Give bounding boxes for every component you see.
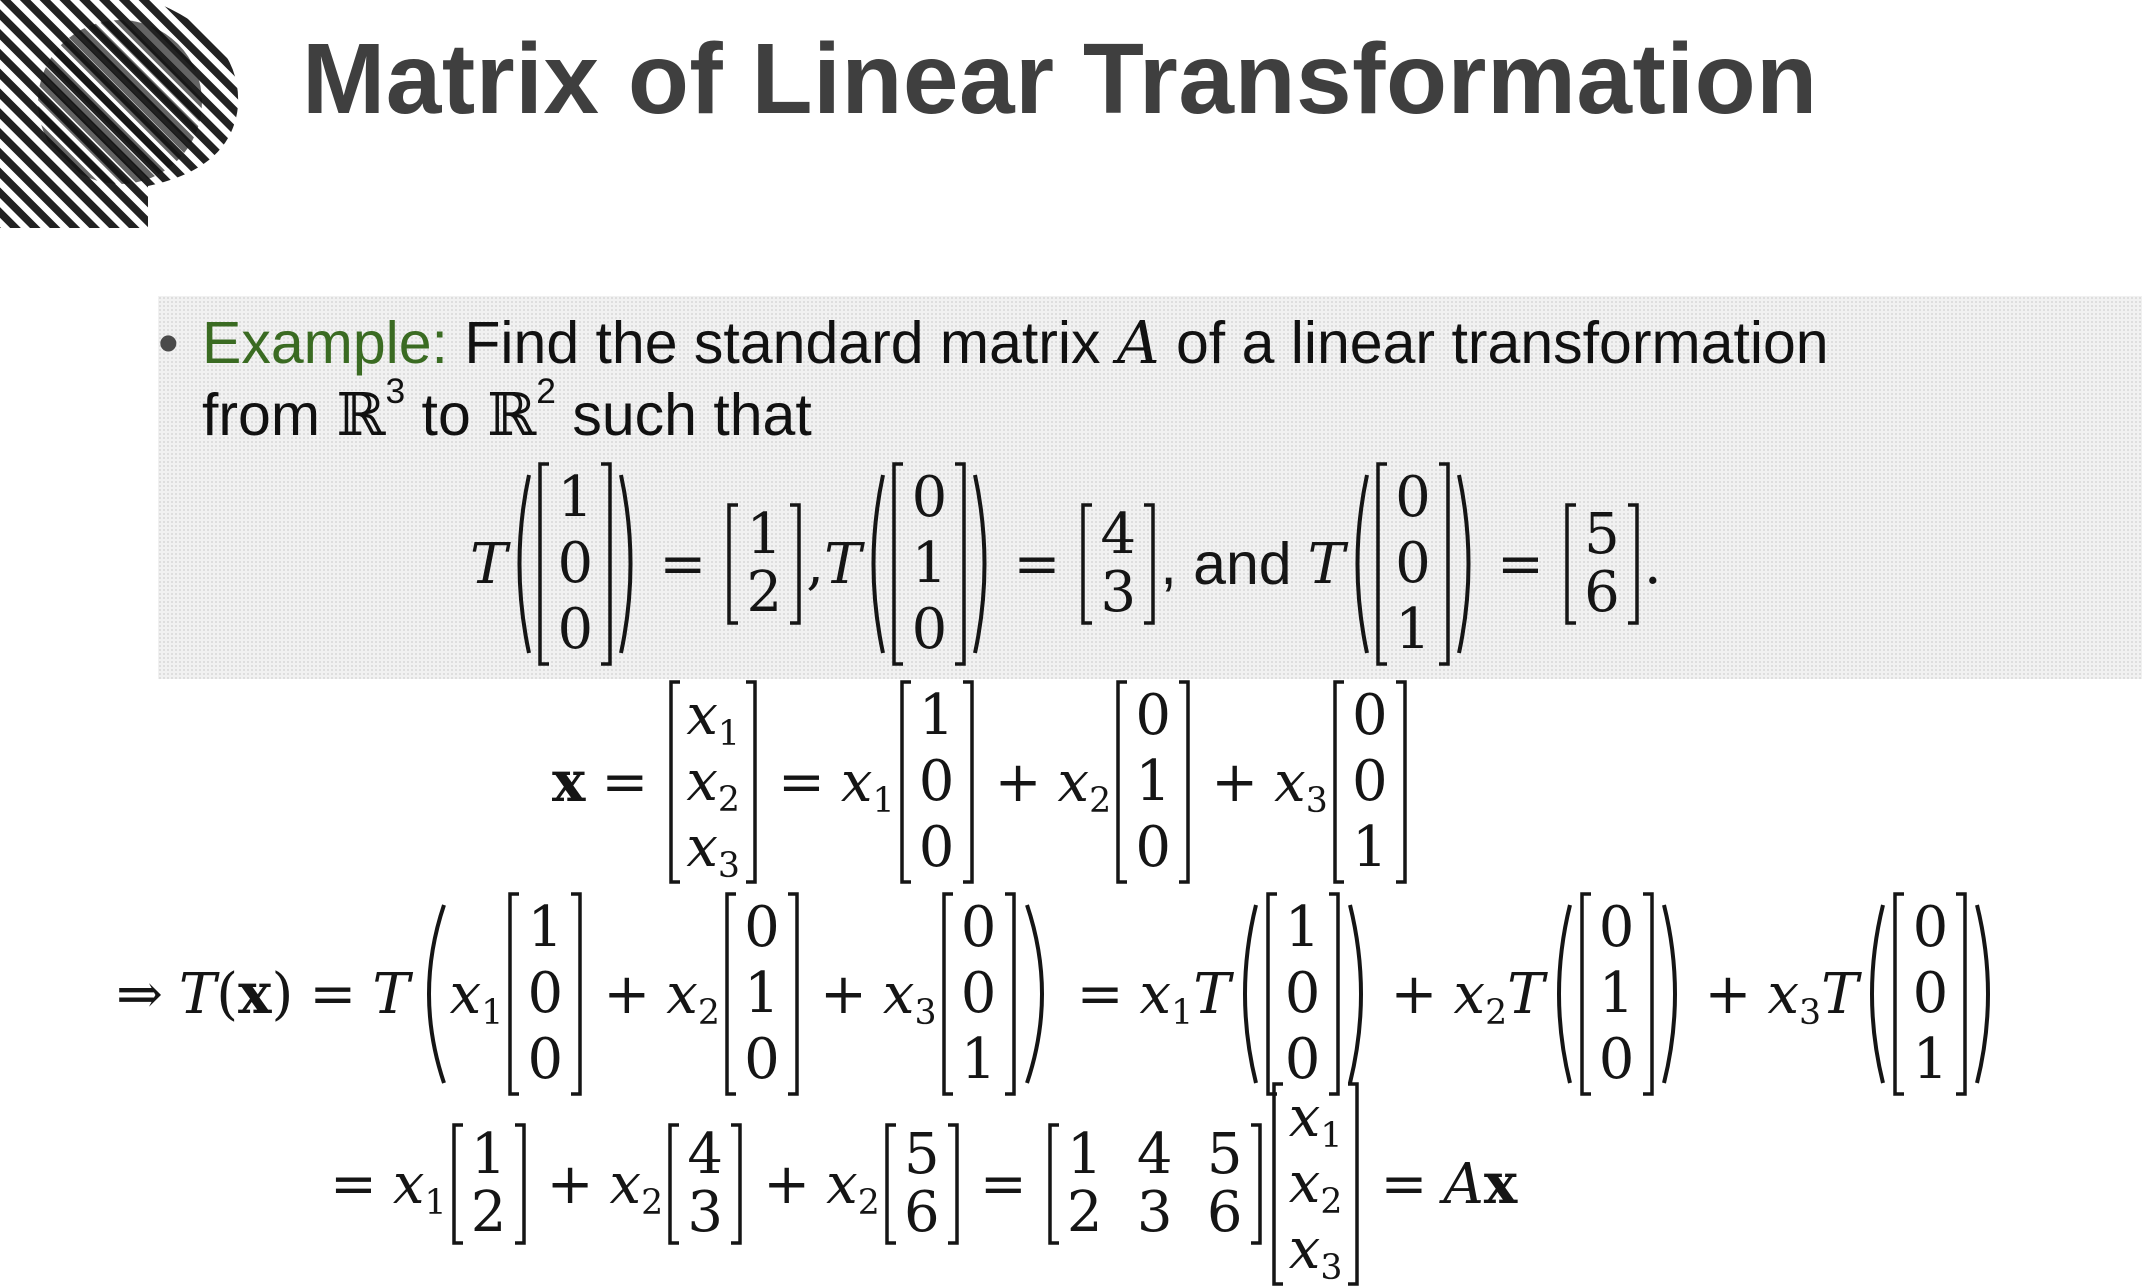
matrix-entry: 6 bbox=[1584, 560, 1620, 625]
equals-sign: = bbox=[1380, 1151, 1428, 1217]
left-bracket bbox=[451, 1123, 465, 1245]
equals-sign: = bbox=[778, 749, 825, 815]
right-bracket bbox=[599, 462, 613, 666]
matrix-entry: 1 bbox=[1066, 1122, 1103, 1187]
column-vector bbox=[891, 462, 967, 666]
matrix-entry: 2 bbox=[470, 1180, 507, 1245]
x2-term: $x_2$ bbox=[609, 1151, 664, 1223]
plus-sign: + bbox=[603, 961, 651, 1027]
left-paren bbox=[1545, 901, 1575, 1087]
bullet: • bbox=[158, 310, 179, 376]
matrix-entry: 1 bbox=[1395, 597, 1431, 662]
x1-term: $x_1$ bbox=[840, 749, 895, 821]
column-vector bbox=[726, 503, 802, 625]
column-vector bbox=[884, 1123, 960, 1245]
right-bracket bbox=[1142, 503, 1156, 625]
and-text: , and bbox=[1160, 531, 1292, 597]
tx-expansion bbox=[116, 892, 2002, 1096]
column-vector bbox=[507, 892, 583, 1096]
matrix-entry: 0 bbox=[1598, 1027, 1635, 1092]
matrix-entry: $x_2$ bbox=[1288, 1151, 1343, 1223]
matrix-entry: 0 bbox=[527, 1027, 564, 1092]
matrix-entry: 4 bbox=[687, 1122, 724, 1187]
column-vector bbox=[1080, 503, 1156, 625]
matrix-entry: 0 bbox=[1284, 1027, 1321, 1092]
left-bracket bbox=[1579, 892, 1593, 1096]
x3-term: $x_3$ bbox=[1767, 961, 1822, 1033]
x2-term: $x_2$ bbox=[666, 961, 720, 1033]
t-symbol: T bbox=[178, 961, 217, 1027]
such-that: such that bbox=[572, 382, 812, 448]
matrix-entry: 5 bbox=[1206, 1122, 1243, 1187]
a-var: A bbox=[1443, 1151, 1484, 1217]
t-symbol: T bbox=[1507, 961, 1545, 1027]
left-bracket bbox=[726, 503, 740, 625]
matrix-entry: $x_2$ bbox=[686, 749, 740, 821]
matrix-entry: 4 bbox=[1136, 1122, 1173, 1187]
left-bracket bbox=[1047, 1123, 1061, 1245]
matrix-entry: 1 bbox=[1135, 749, 1172, 814]
matrix-entry: 3 bbox=[1136, 1180, 1173, 1245]
x2-term: $x_2$ bbox=[1453, 961, 1508, 1033]
right-bracket bbox=[1394, 680, 1408, 884]
dim-from: 3 bbox=[385, 371, 406, 412]
left-paren bbox=[507, 471, 533, 657]
column-vector bbox=[1332, 680, 1408, 884]
matrix-entry: 0 bbox=[1395, 531, 1431, 596]
comma: , bbox=[806, 531, 825, 597]
x-bold: x bbox=[1483, 1151, 1518, 1217]
left-bracket bbox=[507, 892, 521, 1096]
matrix-entry: 1 bbox=[557, 465, 594, 530]
left-paren bbox=[1858, 901, 1888, 1087]
right-bracket bbox=[1327, 892, 1341, 1096]
right-paren bbox=[1659, 901, 1689, 1087]
right-bracket bbox=[946, 1123, 960, 1245]
column-vector bbox=[941, 892, 1017, 1096]
right-bracket bbox=[953, 462, 967, 666]
plus-sign: + bbox=[1704, 961, 1752, 1027]
example-line-1 bbox=[158, 308, 1829, 377]
t-symbol: T bbox=[372, 961, 410, 1027]
x3-term: $x_3$ bbox=[882, 961, 937, 1033]
matrix-entry: 5 bbox=[1584, 502, 1620, 567]
left-paren bbox=[861, 471, 887, 657]
matrix-entry: 2 bbox=[746, 560, 783, 625]
right-bracket bbox=[1641, 892, 1655, 1096]
matrix-entry: 5 bbox=[904, 1122, 940, 1187]
plus-sign: + bbox=[763, 1151, 811, 1217]
matrix-entry: 0 bbox=[744, 1027, 780, 1092]
plus-sign: + bbox=[1390, 961, 1438, 1027]
left-bracket bbox=[1564, 503, 1578, 625]
right-bracket bbox=[961, 680, 975, 884]
paren-group bbox=[1858, 892, 2002, 1096]
column-vector bbox=[1892, 892, 1968, 1096]
r-symbol-to: ℝ bbox=[487, 380, 537, 449]
matrix-entry: 0 bbox=[527, 961, 564, 1026]
matrix-entry: 0 bbox=[911, 597, 948, 662]
given-equation bbox=[470, 462, 1662, 666]
x2-term: $x_2$ bbox=[1057, 749, 1112, 821]
from-word: from bbox=[202, 382, 320, 448]
to-word: to bbox=[421, 382, 471, 448]
left-paren bbox=[1231, 901, 1261, 1087]
matrix-entry: $x_3$ bbox=[686, 815, 740, 887]
x-decomposition bbox=[552, 680, 1412, 887]
left-bracket bbox=[941, 892, 955, 1096]
matrix-entry: 0 bbox=[557, 531, 594, 596]
right-paren bbox=[1455, 471, 1481, 657]
equals-sign: = bbox=[979, 1151, 1027, 1217]
right-bracket bbox=[1003, 892, 1017, 1096]
matrix-entry: 0 bbox=[1352, 683, 1388, 748]
x1-term: $x_1$ bbox=[392, 1151, 447, 1223]
left-bracket bbox=[1375, 462, 1389, 666]
result-equation bbox=[330, 1082, 1517, 1286]
x1-term: $x_1$ bbox=[1139, 961, 1194, 1033]
x-vector bbox=[1271, 1082, 1361, 1286]
t-symbol: T bbox=[1307, 531, 1345, 597]
column-vector bbox=[724, 892, 800, 1096]
dim-to: 2 bbox=[536, 371, 556, 412]
equals-sign: = bbox=[1013, 531, 1061, 597]
slide-title: Matrix of Linear Transformation bbox=[302, 23, 1818, 135]
left-bracket bbox=[537, 462, 551, 666]
right-bracket bbox=[788, 503, 802, 625]
x-vector bbox=[668, 680, 758, 887]
column-vector bbox=[537, 462, 613, 666]
left-bracket bbox=[1892, 892, 1906, 1096]
column-vector bbox=[1265, 892, 1341, 1096]
matrix-entry: 0 bbox=[911, 465, 948, 530]
r-symbol-from: ℝ bbox=[336, 380, 386, 449]
column-vector bbox=[1375, 462, 1451, 666]
matrix-entry: 3 bbox=[1100, 560, 1137, 625]
x-bold: x bbox=[238, 961, 272, 1027]
left-bracket bbox=[1115, 680, 1129, 884]
column-vector bbox=[1579, 892, 1655, 1096]
line1-text: Find the standard matrix bbox=[464, 310, 1101, 376]
matrix-entry: 0 bbox=[557, 597, 594, 662]
implies-arrow: ⇒ bbox=[116, 961, 163, 1027]
column-vector bbox=[667, 1123, 743, 1245]
matrix-entry: 0 bbox=[1598, 895, 1635, 960]
left-bracket bbox=[899, 680, 913, 884]
matrix-entry: 1 bbox=[1912, 1027, 1949, 1092]
right-bracket bbox=[786, 892, 800, 1096]
matrix-entry: 0 bbox=[1284, 961, 1321, 1026]
paren-group bbox=[1231, 892, 1375, 1096]
left-bracket bbox=[884, 1123, 898, 1245]
t-symbol: T bbox=[1821, 961, 1859, 1027]
left-bracket bbox=[667, 1123, 681, 1245]
right-paren bbox=[617, 471, 643, 657]
matrix-entry: 1 bbox=[527, 895, 564, 960]
right-paren bbox=[1345, 901, 1375, 1087]
matrix-entry: 1 bbox=[1284, 895, 1321, 960]
matrix-entry: 1 bbox=[918, 683, 955, 748]
column-vector bbox=[899, 680, 975, 884]
matrix-entry: 1 bbox=[470, 1122, 507, 1187]
equals-sign: = bbox=[1076, 961, 1124, 1027]
matrix-entry: 1 bbox=[960, 1027, 997, 1092]
matrix-entry: 0 bbox=[1912, 895, 1949, 960]
matrix-entry: 4 bbox=[1100, 502, 1137, 567]
x1-term: $x_1$ bbox=[449, 961, 504, 1033]
equals-sign: = bbox=[1496, 531, 1544, 597]
right-bracket bbox=[1437, 462, 1451, 666]
matrix-entry: 0 bbox=[1912, 961, 1949, 1026]
right-bracket bbox=[1346, 1082, 1360, 1286]
left-bracket bbox=[1265, 892, 1279, 1096]
t-symbol: T bbox=[470, 531, 508, 597]
equals-sign: = bbox=[659, 531, 707, 597]
paren-group bbox=[507, 462, 643, 666]
plus-sign: + bbox=[1211, 749, 1259, 815]
matrix-entry: 0 bbox=[918, 749, 955, 814]
matrix-entry: 0 bbox=[1135, 683, 1172, 748]
close-paren: ) bbox=[271, 961, 294, 1027]
right-paren bbox=[1021, 901, 1061, 1087]
matrix-entry: 0 bbox=[918, 815, 955, 880]
right-bracket bbox=[1954, 892, 1968, 1096]
right-bracket bbox=[729, 1123, 743, 1245]
matrix-entry: 3 bbox=[687, 1180, 724, 1245]
matrix-entry: $x_1$ bbox=[686, 683, 740, 755]
x3-term: $x_3$ bbox=[1274, 749, 1328, 821]
right-paren bbox=[971, 471, 997, 657]
right-bracket bbox=[744, 680, 758, 884]
right-bracket bbox=[569, 892, 583, 1096]
example-line-2 bbox=[202, 371, 812, 449]
plus-sign: + bbox=[819, 961, 867, 1027]
matrix-entry: 0 bbox=[960, 961, 997, 1026]
x-bold: x bbox=[552, 749, 586, 815]
paren-group bbox=[1545, 892, 1689, 1096]
matrix-entry: 0 bbox=[744, 895, 780, 960]
matrix-entry: 0 bbox=[1352, 749, 1388, 814]
left-bracket bbox=[1080, 503, 1094, 625]
plus-sign: + bbox=[546, 1151, 594, 1217]
left-paren bbox=[410, 901, 450, 1087]
matrix-a-var: A bbox=[1116, 308, 1160, 377]
period: . bbox=[1643, 531, 1662, 597]
right-bracket bbox=[513, 1123, 527, 1245]
result-matrix bbox=[1047, 1123, 1263, 1245]
t-symbol: T bbox=[824, 531, 862, 597]
matrix-entry: 1 bbox=[911, 531, 948, 596]
matrix-entry: 2 bbox=[1066, 1180, 1103, 1245]
left-bracket bbox=[668, 680, 682, 884]
striped-logo bbox=[0, 0, 240, 232]
t-symbol: T bbox=[1193, 961, 1231, 1027]
right-bracket bbox=[1177, 680, 1191, 884]
left-paren bbox=[1345, 471, 1371, 657]
left-bracket bbox=[724, 892, 738, 1096]
matrix-entry: 0 bbox=[1395, 465, 1431, 530]
open-paren: ( bbox=[216, 961, 239, 1027]
right-bracket bbox=[1249, 1123, 1263, 1245]
left-bracket bbox=[891, 462, 905, 666]
matrix-entry: 1 bbox=[1352, 815, 1388, 880]
matrix-entry: 0 bbox=[960, 895, 997, 960]
plus-sign: + bbox=[994, 749, 1042, 815]
matrix-entry: 1 bbox=[1598, 961, 1635, 1026]
right-bracket bbox=[1626, 503, 1640, 625]
x2-term: $x_2$ bbox=[826, 1151, 880, 1223]
paren-group bbox=[861, 462, 997, 666]
left-bracket bbox=[1332, 680, 1346, 884]
matrix-entry: $x_3$ bbox=[1288, 1217, 1343, 1288]
equals-sign: = bbox=[309, 961, 357, 1027]
example-label: Example: bbox=[202, 310, 448, 376]
column-vector bbox=[451, 1123, 527, 1245]
matrix-entry: 6 bbox=[1206, 1180, 1243, 1245]
equals-sign: = bbox=[601, 749, 649, 815]
matrix-entry: $x_1$ bbox=[1288, 1085, 1343, 1157]
column-vector bbox=[1115, 680, 1191, 884]
paren-group bbox=[1345, 462, 1481, 666]
matrix-entry: 0 bbox=[1135, 815, 1172, 880]
matrix-entry: 1 bbox=[744, 961, 780, 1026]
right-paren bbox=[1972, 901, 2002, 1087]
big-paren-group bbox=[410, 892, 1061, 1096]
matrix-entry: 1 bbox=[746, 502, 783, 567]
left-bracket bbox=[1271, 1082, 1285, 1286]
line1-end: of a linear transformation bbox=[1175, 310, 1829, 376]
equals-sign: = bbox=[330, 1151, 377, 1217]
column-vector bbox=[1564, 503, 1640, 625]
matrix-entry: 6 bbox=[904, 1180, 940, 1245]
